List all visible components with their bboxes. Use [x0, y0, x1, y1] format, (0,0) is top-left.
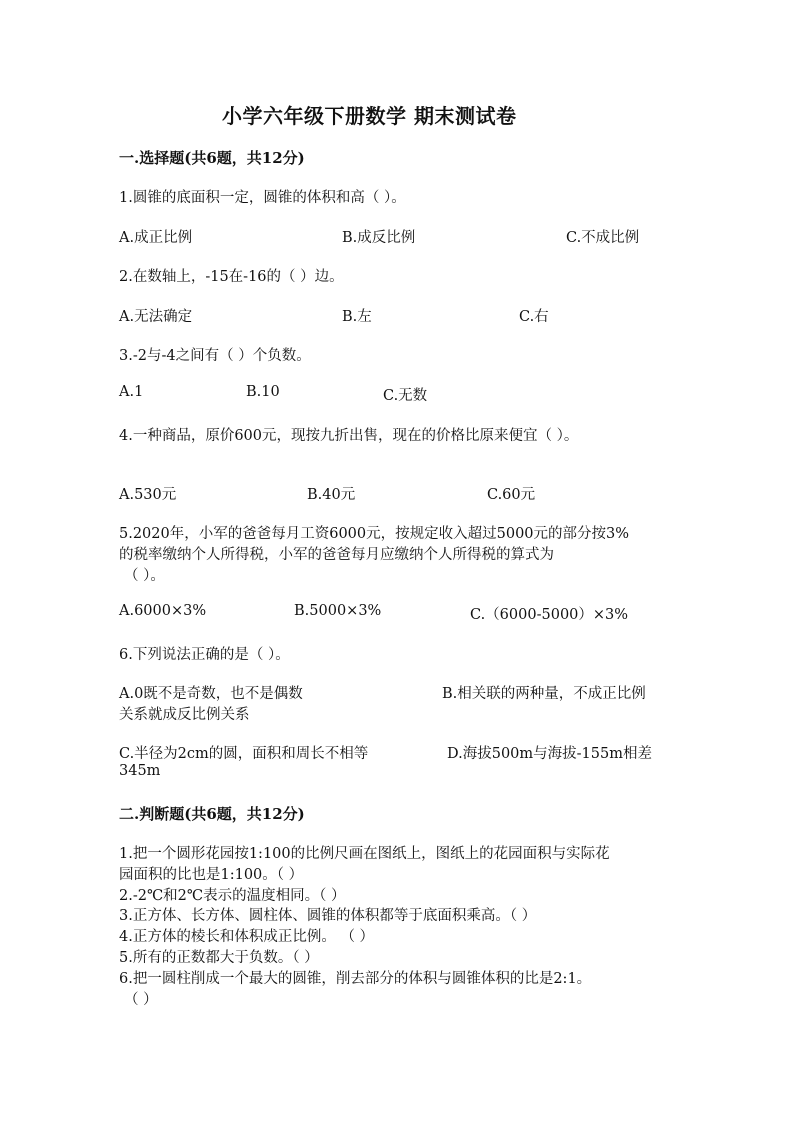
question-4-option-b: B.40元	[307, 487, 356, 503]
judgment-line-2: 园面积的比也是1:100。（ ）	[119, 867, 304, 883]
question-6-option-b-continued: 关系就成反比例关系	[119, 707, 250, 723]
question-2-option-b: B.左	[342, 309, 372, 325]
question-5-stem-line-1: 5.2020年，小军的爸爸每月工资6000元，按规定收入超过5000元的部分按3%	[119, 526, 630, 542]
question-6-stem: 6.下列说法正确的是（ ）。	[119, 647, 290, 663]
judgment-line-8: （ ）	[124, 992, 158, 1008]
question-2-option-c: C.右	[519, 309, 549, 325]
judgment-line-4: 3.正方体、长方体、圆柱体、圆锥的体积都等于底面积乘高。（ ）	[119, 908, 537, 924]
question-6-option-c: C.半径为2cm的圆，面积和周长不相等	[119, 746, 369, 762]
question-2-stem: 2.在数轴上，-15在-16的（ ）边。	[119, 269, 344, 285]
page-title: 小学六年级下册数学 期末测试卷	[222, 104, 517, 128]
question-6-option-d-continued: 345m	[119, 763, 161, 779]
question-3-option-c: C.无数	[383, 388, 428, 404]
question-5-option-c: C.（6000-5000）×3%	[470, 607, 629, 623]
question-6-option-d: D.海拔500m与海拔-155m相差	[447, 746, 652, 762]
question-5-option-a: A.6000×3%	[119, 603, 207, 619]
question-5-option-b: B.5000×3%	[294, 603, 382, 619]
question-2-option-a: A.无法确定	[119, 309, 193, 325]
question-5-stem-line-2: 的税率缴纳个人所得税，小军的爸爸每月应缴纳个人所得税的算式为	[119, 547, 554, 563]
judgment-line-1: 1.把一个圆形花园按1:100的比例尺画在图纸上，图纸上的花园面积与实际花	[119, 846, 610, 862]
question-1-option-a: A.成正比例	[119, 230, 193, 246]
judgment-line-7: 6.把一圆柱削成一个最大的圆锥，削去部分的体积与圆锥体积的比是2:1。	[119, 971, 592, 987]
question-1-option-b: B.成反比例	[342, 230, 416, 246]
question-3-option-b: B.10	[246, 384, 280, 400]
question-3-stem: 3.-2与-4之间有（ ）个负数。	[119, 348, 311, 364]
judgment-line-5: 4.正方体的棱长和体积成正比例。 （ ）	[119, 929, 375, 945]
question-4-option-a: A.530元	[119, 487, 177, 503]
question-3-option-a: A.1	[119, 384, 144, 400]
section-heading-judgment: 二.判断题(共6题，共12分)	[119, 805, 305, 823]
judgment-line-6: 5.所有的正数都大于负数。（ ）	[119, 950, 319, 966]
question-4-stem: 4.一种商品，原价600元，现按九折出售，现在的价格比原来便宜（ ）。	[119, 428, 579, 444]
question-6-option-b: B.相关联的两种量，不成正比例	[442, 686, 646, 702]
judgment-line-3: 2.-2℃和2℃表示的温度相同。（ ）	[119, 888, 346, 904]
section-heading-choice: 一.选择题(共6题，共12分)	[119, 149, 305, 167]
question-1-stem: 1.圆锥的底面积一定，圆锥的体积和高（ ）。	[119, 190, 406, 206]
question-1-option-c: C.不成比例	[566, 230, 640, 246]
question-6-option-a: A.0既不是奇数，也不是偶数	[119, 686, 303, 702]
question-4-option-c: C.60元	[487, 487, 536, 503]
question-5-stem-line-3: （ ）。	[124, 568, 165, 584]
